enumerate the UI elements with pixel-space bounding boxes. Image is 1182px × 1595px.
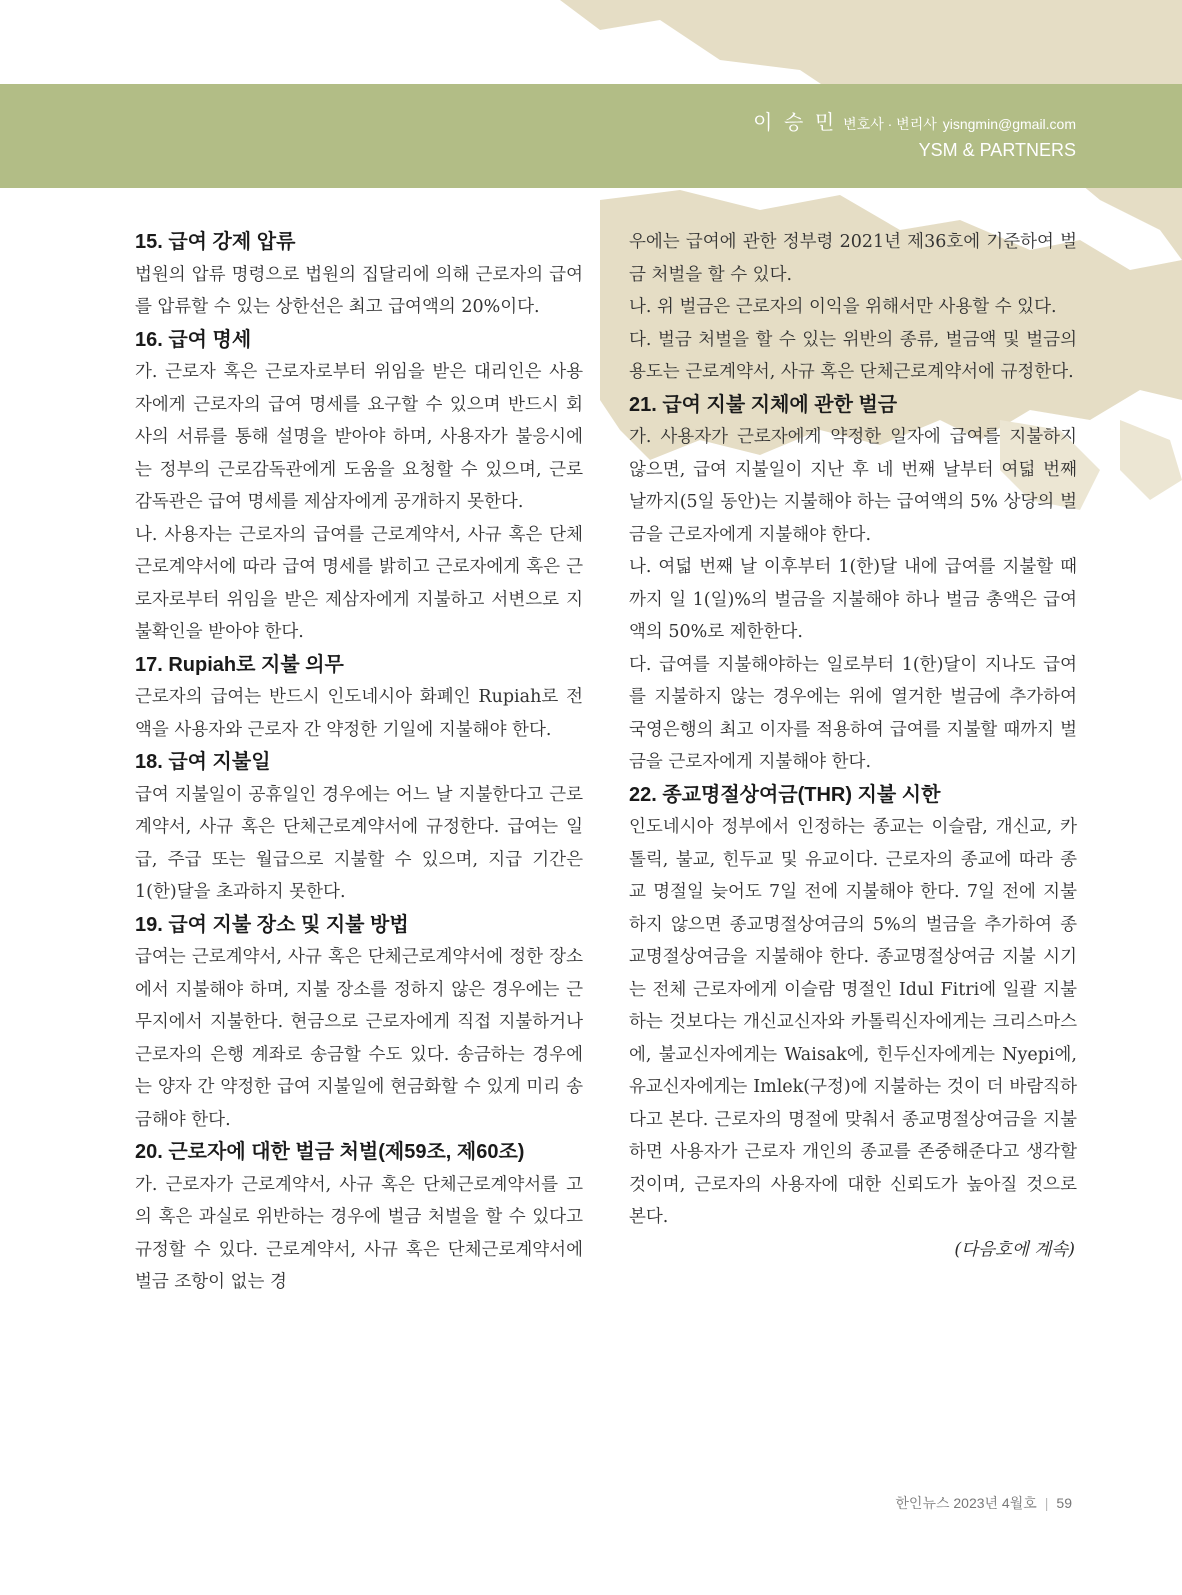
author-role: 변호사 · 변리사 [843, 116, 937, 132]
section-paragraph: 가. 근로자 혹은 근로자로부터 위임을 받은 대리인은 사용자에게 근로자의 급여 명세를 요구할 수 있으며 반드시 회사의 서류를 통해 설명을 받아야 하며, 사용자가 불응시에는 정부의 근로감독관에게 도움을 요청할 수 있으며, 근로감독관은 급여 명세를 제삼자에게 공개하지 못한다. [135, 362, 583, 512]
footer-separator: | [1044, 1495, 1049, 1511]
section-paragraph: 급여 지불일이 공휴일인 경우에는 어느 날 지불한다고 근로계약서, 사규 혹은 단체근로계약서에 규정한다. 급여는 일급, 주급 또는 월급으로 지불할 수 있으며, 지급 기간은 1(한)달을 초과하지 못한다. [135, 784, 583, 902]
author-email[interactable]: yisngmin@gmail.com [942, 116, 1076, 132]
page-number: 59 [1056, 1495, 1072, 1511]
publication-name: 한인뉴스 2023년 4월호 [895, 1495, 1037, 1511]
section-block [629, 779, 1077, 1234]
section-paragraph: 법원의 압류 명령으로 법원의 집달리에 의해 근로자의 급여를 압류할 수 있는 상한선은 최고 급여액의 20%이다. [135, 264, 583, 317]
firm-name: YSM & PARTNERS [918, 140, 1076, 160]
section-paragraph: 가. 사용자가 근로자에게 약정한 일자에 급여를 지불하지 않으면, 급여 지불일이 지난 후 네 번째 날부터 여덟 번째 날까지(5일 동안)는 지불해야 하는 급여액의 5% 상당의 벌금을 근로자에게 지불해야 한다. [629, 427, 1077, 545]
map-shape [1120, 420, 1182, 500]
section-block [135, 324, 583, 649]
section-paragraph: 급여는 근로계약서, 사규 혹은 단체근로계약서에 정한 장소에서 지불해야 하며, 지불 장소를 정하지 않은 경우에는 근무지에서 지불한다. 현금으로 근로자에게 직접 지불하거나 근로자의 은행 계좌로 송금할 수도 있다. 송금하는 경우에는 양자 간 약정한 급여 지불일에 현금화할 수 있게 미리 송금해야 한다. [135, 947, 583, 1130]
right-column [629, 226, 1077, 1266]
section-block [629, 389, 1077, 779]
to-be-continued-note: (다음호에 계속) [954, 1239, 1075, 1260]
section-block [135, 649, 583, 747]
section-paragraph: 나. 여덟 번째 날 이후부터 1(한)달 내에 급여를 지불할 때까지 일 1(일)%의 벌금을 지불해야 하나 벌금 총액은 급여액의 50%로 제한한다. [629, 557, 1077, 642]
section-paragraph: 다. 벌금 처벌을 할 수 있는 위반의 종류, 벌금액 및 벌금의 용도는 근로계약서, 사규 혹은 단체근로계약서에 규정한다. [629, 329, 1077, 382]
section-heading: 17. Rupiah로 지불 의무 [135, 653, 344, 676]
author-line [753, 112, 1076, 135]
section-paragraph: 다. 급여를 지불해야하는 일로부터 1(한)달이 지나도 급여를 지불하지 않는 경우에는 위에 열거한 벌금에 추가하여 국영은행의 최고 이자를 적용하여 급여를 지불할 때까지 벌금을 근로자에게 지불해야 한다. [629, 654, 1077, 772]
section-heading: 21. 급여 지불 지체에 관한 벌금 [629, 393, 898, 416]
section-heading: 18. 급여 지불일 [135, 751, 271, 773]
section-block [135, 1136, 583, 1299]
section-block [629, 226, 1077, 389]
section-block [135, 909, 583, 1137]
author-block [753, 112, 1076, 163]
section-heading: 15. 급여 강제 압류 [135, 231, 296, 253]
section-block [135, 746, 583, 909]
section-paragraph: 가. 근로자가 근로계약서, 사규 혹은 단체근로계약서를 고의 혹은 과실로 위반하는 경우에 벌금 처벌을 할 수 있다고 규정할 수 있다. 근로계약서, 사규 혹은 단체근로계약서에 벌금 조항이 없는 경 [135, 1174, 583, 1292]
section-heading: 19. 급여 지불 장소 및 지불 방법 [135, 913, 409, 936]
section-heading: 16. 급여 명세 [135, 328, 252, 351]
section-heading: 20. 근로자에 대한 벌금 처벌(제59조, 제60조) [135, 1141, 525, 1163]
section-paragraph: 나. 위 벌금은 근로자의 이익을 위해서만 사용할 수 있다. [629, 297, 1057, 317]
author-name: 이 승 민 [753, 112, 838, 134]
section-heading: 22. 종교명절상여금(THR) 지불 시한 [629, 783, 941, 806]
section-paragraph: 근로자의 급여는 반드시 인도네시아 화폐인 Rupiah로 전액을 사용자와 근로자 간 약정한 기일에 지불해야 한다. [135, 687, 583, 740]
section-paragraph: 나. 사용자는 근로자의 급여를 근로계약서, 사규 혹은 단체근로계약서에 따라 급여 명세를 밝히고 근로자에게 혹은 근로자로부터 위임을 받은 제삼자에게 지불하고 서변으로 지불확인을 받아야 한다. [135, 524, 583, 642]
left-column [135, 226, 583, 1299]
section-paragraph: 인도네시아 정부에서 인정하는 종교는 이슬람, 개신교, 카톨릭, 불교, 힌두교 및 유교이다. 근로자의 종교에 따라 종교 명절일 늦어도 7일 전에 지불해야 한다. 7일 전에 지불하지 않으면 종교명절상여금의 5%의 벌금을 추가하여 종교명절상여금을 지불해야 한다. 종교명절상여금 지불 시기는 전체 근로자에게 이슬람 명절인 Idul Fitri에 일괄 지불하는 것보다는 개신교신자와 카톨릭신자에게는 크리스마스에, 불교신자에게는 Waisak에, 힌두신자에게는 Nyepi에, 유교신자에게는 Imlek(구정)에 지불하는 것이 더 바람직하다고 본다. 근로자의 명절에 맞춰서 종교명절상여금을 지불하면 사용자가 근로자 개인의 종교를 존중해준다고 생각할 것이며, 근로자의 사용자에 대한 신뢰도가 높아질 것으로 본다. [629, 817, 1077, 1227]
section-paragraph: 우에는 급여에 관한 정부령 2021년 제36호에 기준하여 벌금 처벌을 할 수 있다. [629, 232, 1077, 285]
page-footer [895, 1493, 1072, 1513]
section-block [135, 226, 583, 324]
